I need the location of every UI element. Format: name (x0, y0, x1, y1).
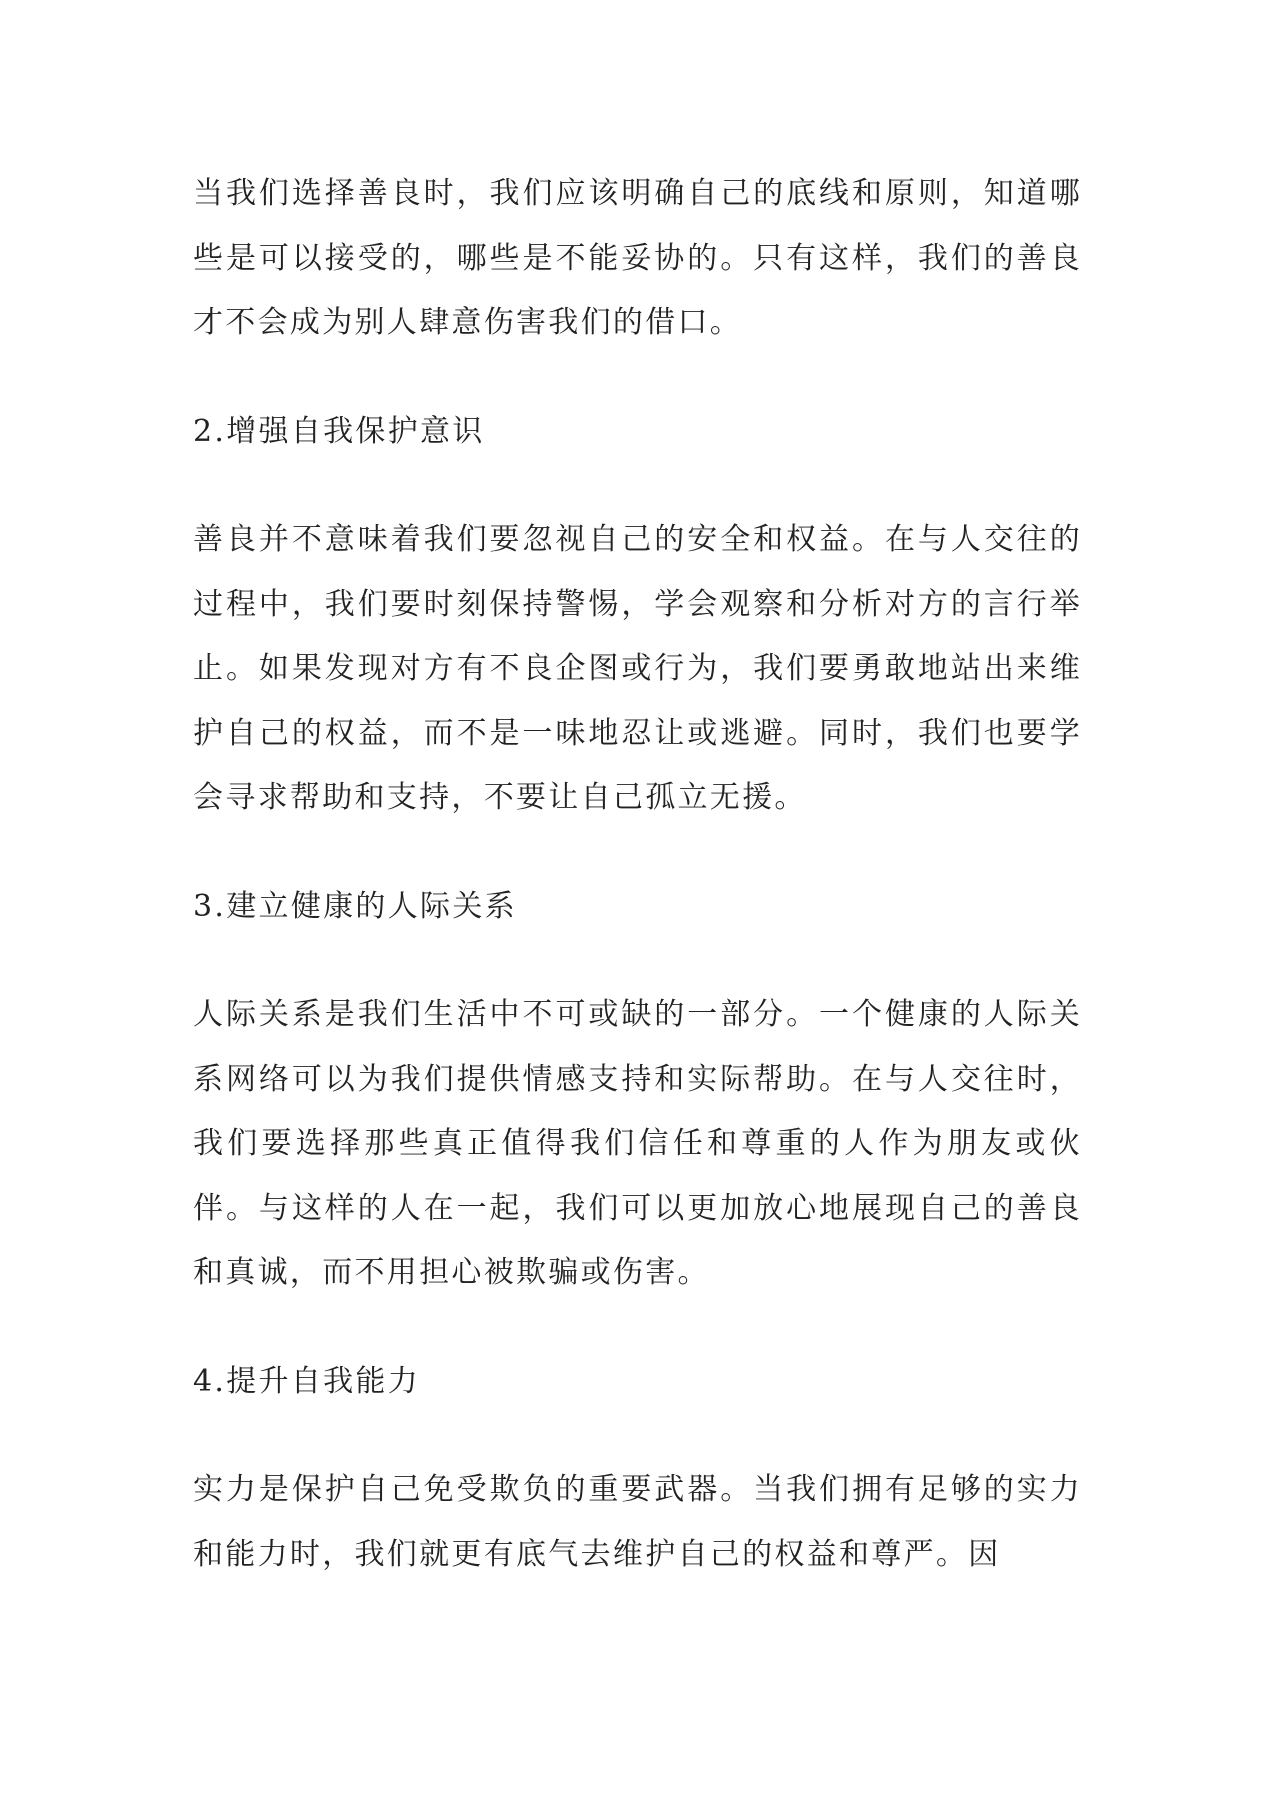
paragraph-relationships: 人际关系是我们生活中不可或缺的一部分。一个健康的人际关系网络可以为我们提供情感支持和实际帮助。在与人交往时，我们要选择那些真正值得我们信任和尊重的人作为朋友或伙伴。与这样的人在一起，我们可以更加放心地展现自己的善良和真诚，而不用担心被欺骗或伤害。 (193, 997, 1082, 1290)
spacer (193, 464, 1082, 508)
section-heading-self-protection: 2.增强自我保护意识 (193, 413, 485, 449)
spacer (193, 1306, 1082, 1350)
section-heading-relationships: 3.建立健康的人际关系 (193, 888, 517, 924)
paragraph-self-protection: 善良并不意味着我们要忽视自己的安全和权益。在与人交往的过程中，我们要时刻保持警惕，学会观察和分析对方的言行举止。如果发现对方有不良企图或行为，我们要勇敢地站出来维护自己的权益，而不是一味地忍让或逃避。同时，我们也要学会寻求帮助和支持，不要让自己孤立无援。 (193, 522, 1082, 815)
spacer (193, 939, 1082, 983)
spacer (193, 831, 1082, 875)
paragraph-self-ability: 实力是保护自己免受欺负的重要武器。当我们拥有足够的实力和能力时，我们就更有底气去维护自己的权益和尊严。因 (193, 1472, 1082, 1572)
document-body (193, 162, 1082, 1587)
section-heading-self-ability: 4.提升自我能力 (193, 1363, 421, 1399)
spacer (193, 1414, 1082, 1458)
paragraph-boundaries: 当我们选择善良时，我们应该明确自己的底线和原则，知道哪些是可以接受的，哪些是不能妥协的。只有这样，我们的善良才不会成为别人肆意伤害我们的借口。 (193, 176, 1082, 340)
spacer (193, 356, 1082, 400)
